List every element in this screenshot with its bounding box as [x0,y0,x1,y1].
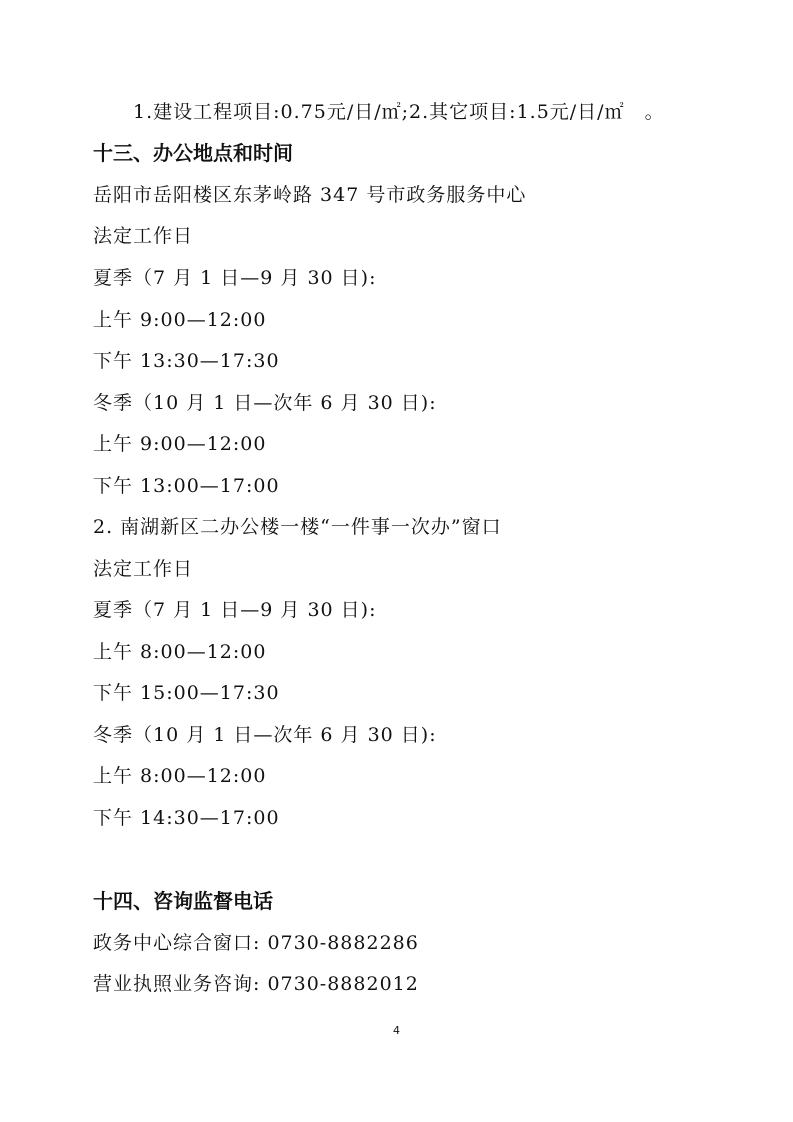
summer-period-1: 夏季（7 月 1 日—9 月 30 日): [93,267,377,289]
summer-afternoon-2: 下午 15:00—17:30 [93,682,280,704]
winter-afternoon-2: 下午 14:30—17:00 [93,807,280,829]
workday-label-2: 法定工作日 [93,558,194,580]
winter-morning-1: 上午 9:00—12:00 [93,433,267,455]
office-address-1: 岳阳市岳阳楼区东茅岭路 347 号市政务服务中心 [93,184,527,206]
section-13-heading: 十三、办公地点和时间 [93,141,293,165]
winter-period-1: 冬季（10 月 1 日—次年 6 月 30 日): [93,392,437,414]
section-14-heading: 十四、咨询监督电话 [93,889,273,913]
summer-period-2: 夏季（7 月 1 日—9 月 30 日): [93,599,377,621]
summer-morning-1: 上午 9:00—12:00 [93,309,267,331]
summer-morning-2: 上午 8:00—12:00 [93,641,267,663]
summer-afternoon-1: 下午 13:30—17:30 [93,350,280,372]
workday-label-1: 法定工作日 [93,225,194,247]
fee-standard-line: 1.建设工程项目:0.75元/日/㎡;2.其它项目:1.5元/日/㎡ 。 [133,101,665,123]
phone-service-center: 政务中心综合窗口: 0730-8882286 [93,932,419,954]
phone-business-license: 营业执照业务咨询: 0730-8882012 [93,973,419,995]
office-address-2: 2. 南湖新区二办公楼一楼“一件事一次办”窗口 [93,516,502,538]
winter-period-2: 冬季（10 月 1 日—次年 6 月 30 日): [93,724,437,746]
winter-afternoon-1: 下午 13:00—17:00 [93,475,280,497]
page-number: 4 [393,1024,400,1037]
winter-morning-2: 上午 8:00—12:00 [93,765,267,787]
